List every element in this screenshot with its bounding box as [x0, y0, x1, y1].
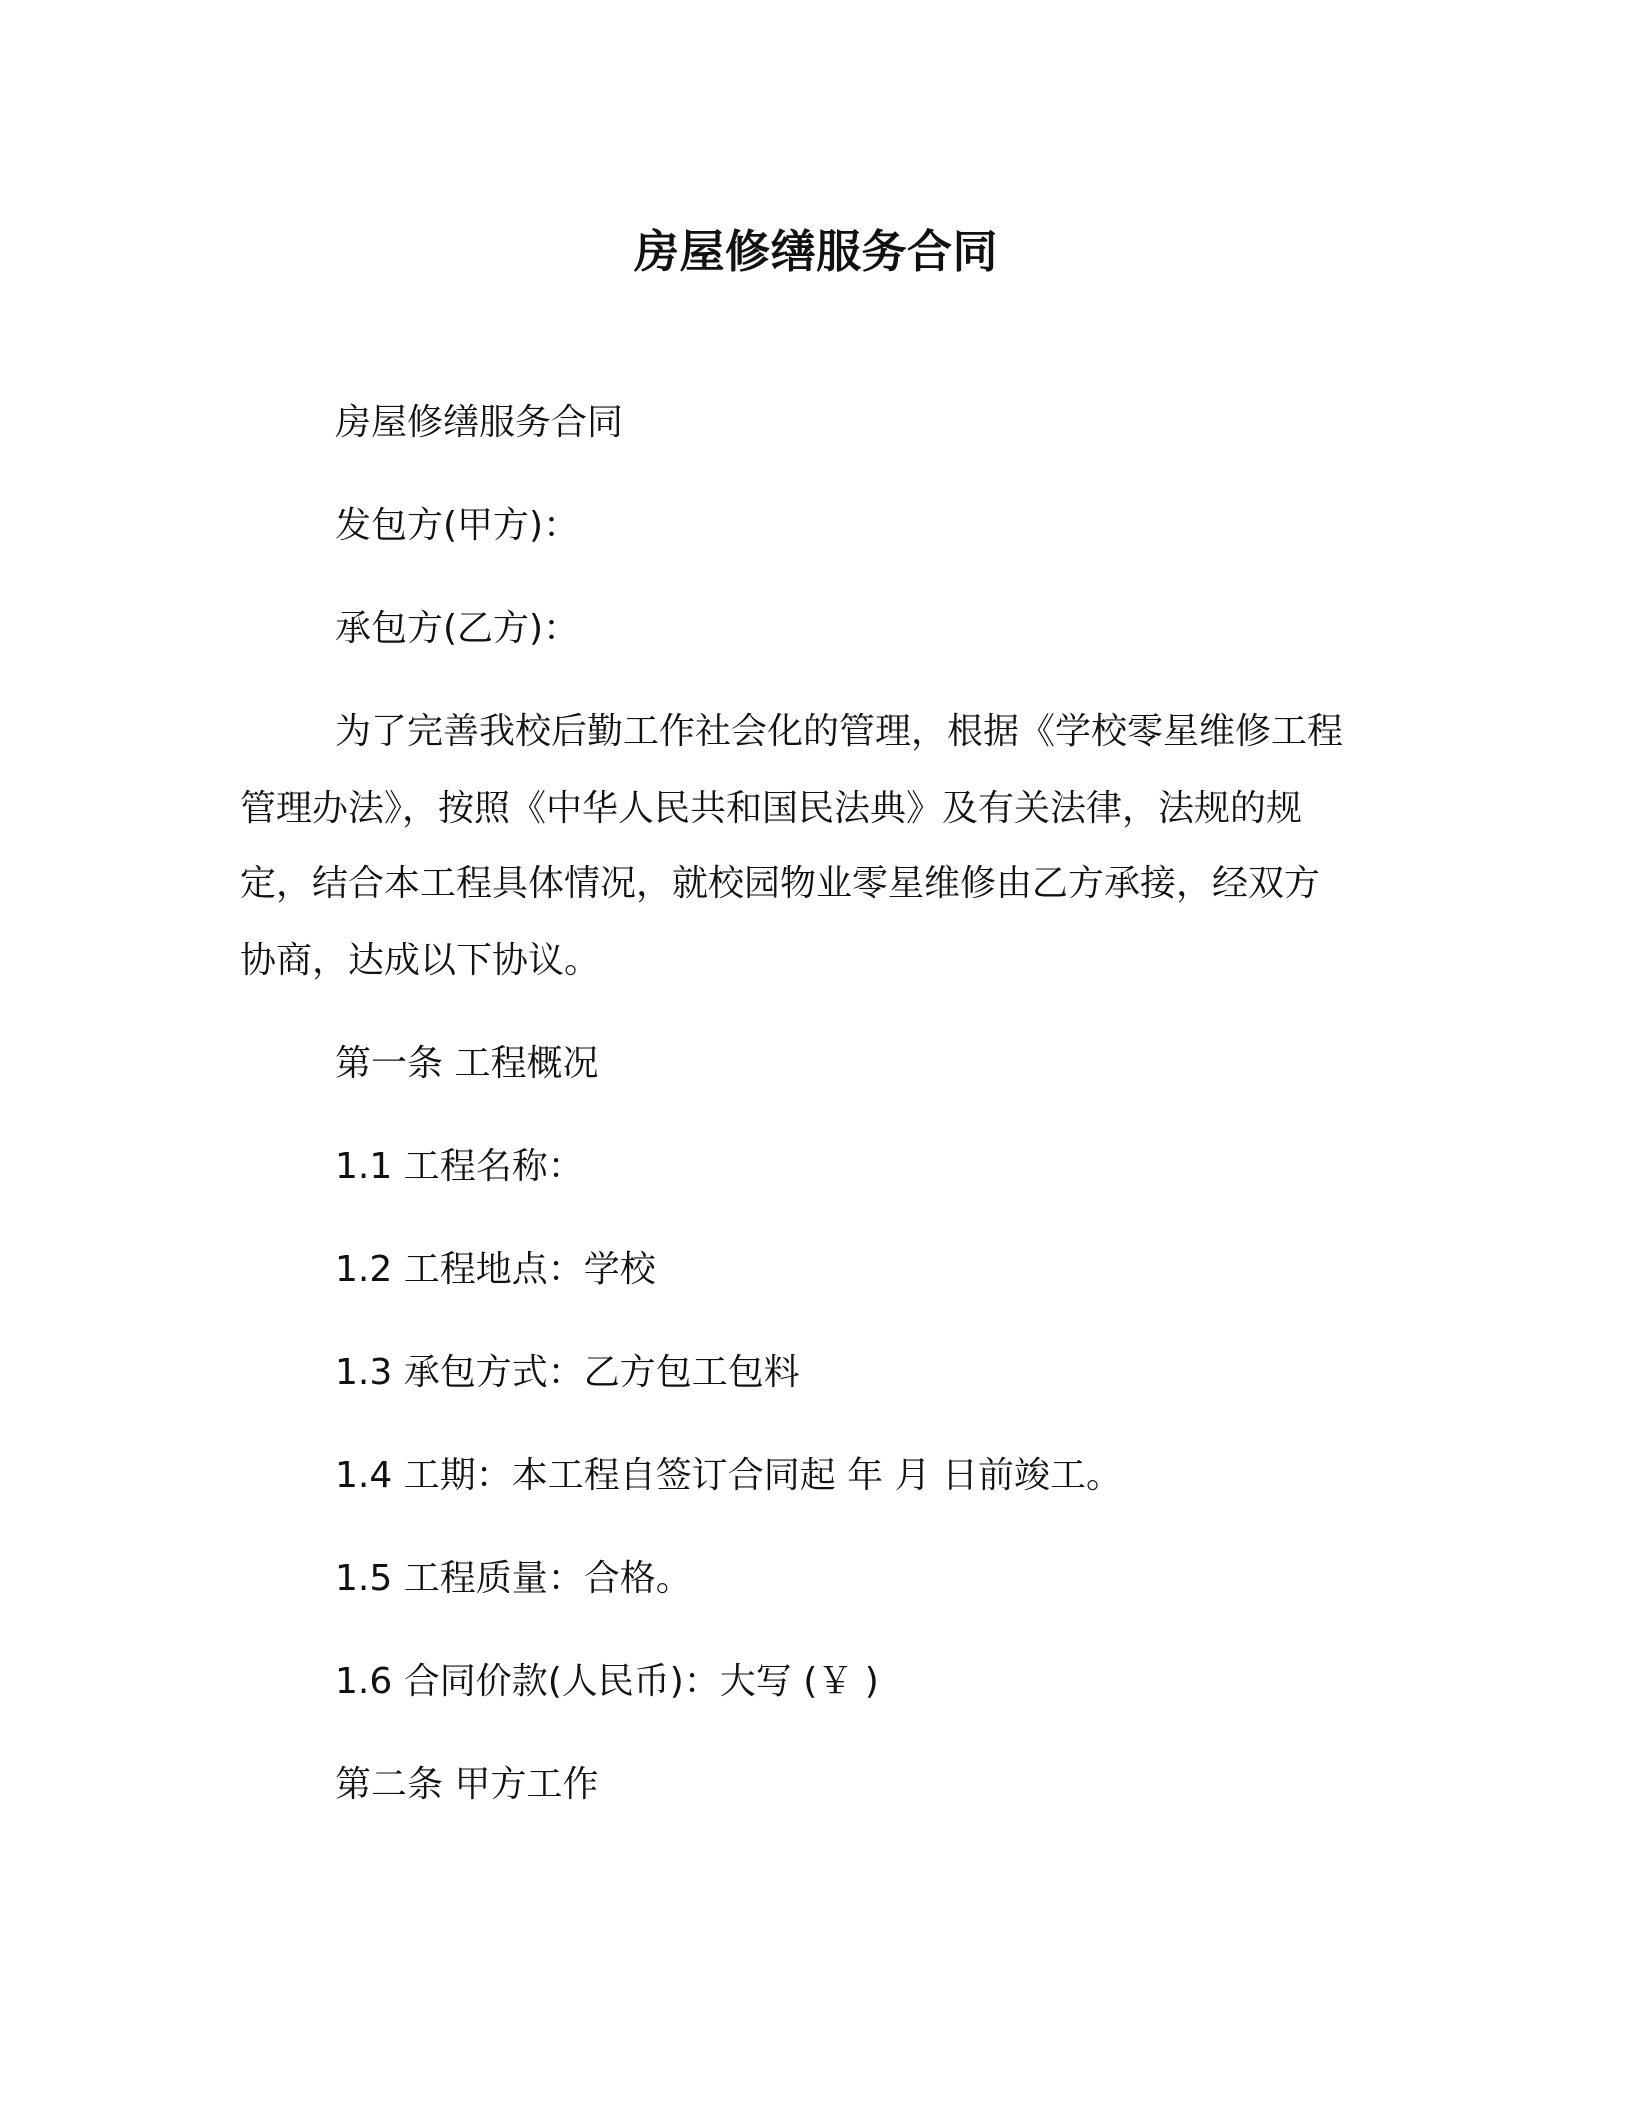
document-title: 房屋修缮服务合同 — [633, 225, 998, 278]
intro-line: 为了完善我校后勤工作社会化的管理，根据《学校零星维修工程 — [335, 711, 1344, 752]
article-1-item: 1.1 工程名称： — [335, 1146, 584, 1187]
article-1-item: 1.5 工程质量：合格。 — [335, 1558, 692, 1599]
article-1-item: 1.2 工程地点：学校 — [335, 1249, 656, 1290]
intro-line: 管理办法》，按照《中华人民共和国民法典》及有关法律，法规的规 — [240, 788, 1303, 829]
contract-subtitle: 房屋修缮服务合同 — [335, 402, 624, 443]
party-b-label: 承包方(乙方)： — [335, 608, 580, 649]
party-a-label: 发包方(甲方)： — [335, 505, 580, 546]
article-1-heading: 第一条 工程概况 — [335, 1043, 599, 1084]
intro-line: 定，结合本工程具体情况，就校园物业零星维修由乙方承接，经双方 — [240, 863, 1321, 904]
intro-line: 协商，达成以下协议。 — [240, 940, 601, 981]
article-2-heading: 第二条 甲方工作 — [335, 1764, 599, 1805]
article-1-item: 1.6 合同价款(人民币)：大写 (￥ ) — [335, 1661, 879, 1702]
article-1-item: 1.4 工期：本工程自签订合同起 年 月 日前竣工。 — [335, 1455, 1123, 1496]
article-1-item: 1.3 承包方式：乙方包工包料 — [335, 1352, 800, 1393]
